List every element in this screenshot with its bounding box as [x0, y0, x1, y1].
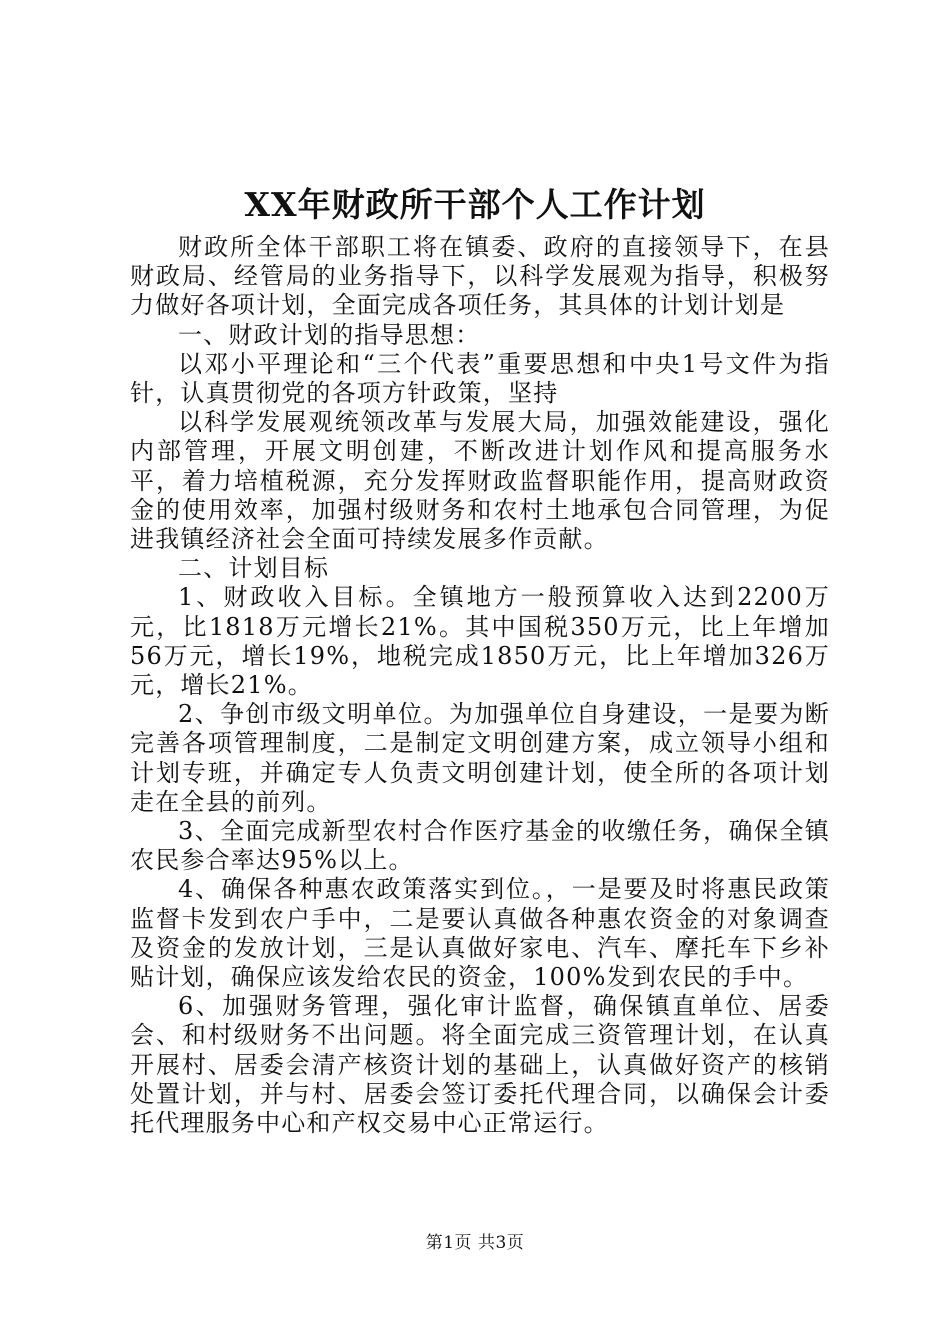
paragraph-goal-medical-fund: 3、全面完成新型农村合作医疗基金的收缴任务，确保全镇农民参合率达95%以上。	[130, 817, 830, 875]
paragraph-goal-agri-policy: 4、确保各种惠农政策落实到位。，一是要及时将惠民政策监督卡发到农户手中，二是要认真做各种惠农资金的对象调查及资金的发放计划，三是认真做好家电、汽车、摩托车下乡补贴计划，确保应该发给农民的资金，100%发到农民的手中。	[130, 875, 830, 992]
paragraph-scientific-development: 以科学发展观统领改革与发展大局，加强效能建设，强化内部管理，开展文明创建，不断改进计划作风和提高服务水平，着力培植税源，充分发挥财政监督职能作用，提高财政资金的使用效率，加强村级财务和农村土地承包合同管理，为促进我镇经济社会全面可持续发展多作贡献。	[130, 408, 830, 554]
section-heading-guiding-ideology: 一、财政计划的指导思想：	[178, 320, 481, 349]
page-footer: 第1页 共3页	[425, 1233, 525, 1253]
paragraph-goal-civilized-unit: 2、争创市级文明单位。为加强单位自身建设，一是要为断完善各项管理制度，二是制定文明创建方案，成立领导小组和计划专班，并确定专人负责文明创建计划，使全所的各项计划走在全县的前列。	[130, 700, 830, 816]
paragraph-goal-revenue: 1、财政收入目标。全镇地方一般预算收入达到2200万元，比1818万元增长21%。其中国税350万元，比上年增加56万元，增长19%，地税完成1850万元，比上年增加326万元，增长21%。	[130, 583, 830, 700]
paragraph-intro: 财政所全体干部职工将在镇委、政府的直接领导下，在县财政局、经管局的业务指导下，以科学发展观为指导，积极努力做好各项计划，全面完成各项任务，其具体的计划计划是	[130, 233, 830, 320]
section-heading-plan-goals: 二、计划目标	[178, 554, 330, 583]
paragraph-goal-financial-management: 6、加强财务管理，强化审计监督，确保镇直单位、居委会、和村级财务不出问题。将全面完成三资管理计划，在认真开展村、居委会清产核资计划的基础上，认真做好资产的核销处置计划，并与村、居委会签订委托代理合同，以确保会计委托代理服务中心和产权交易中心正常运行。	[130, 992, 830, 1138]
paragraph-guiding-theory: 以邓小平理论和“三个代表”重要思想和中央1号文件为指针，认真贯彻党的各项方针政策，坚持	[130, 349, 830, 408]
document-body	[130, 233, 830, 1138]
document-title: XX年财政所干部个人工作计划	[244, 185, 706, 224]
